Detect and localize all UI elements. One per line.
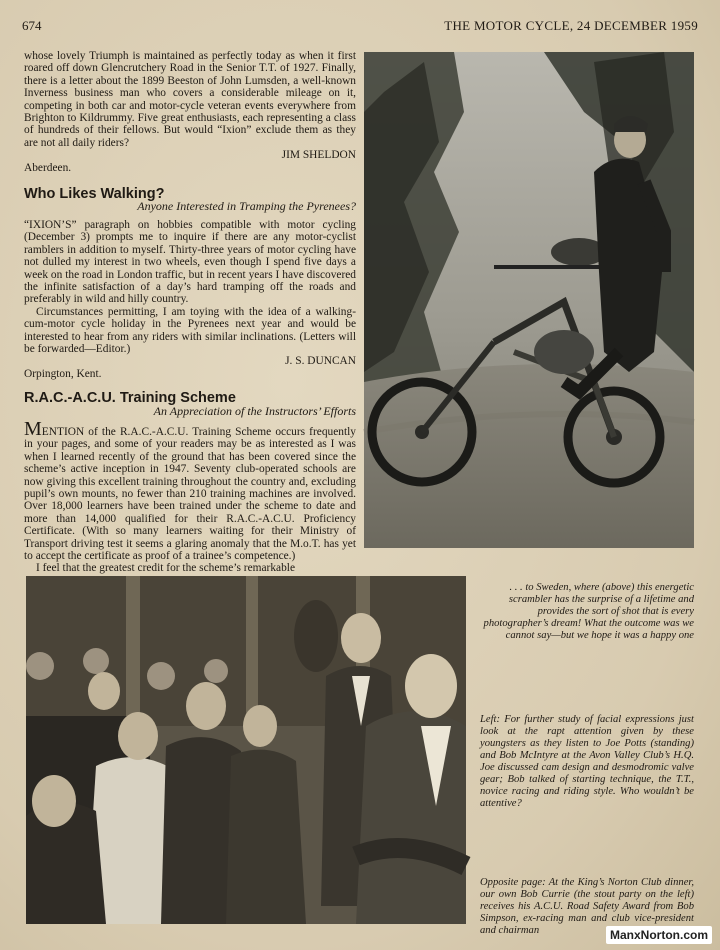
page-header [22,18,698,38]
section-heading: R.A.C.-A.C.U. Training Scheme [24,390,236,407]
running-title: THE MOTOR CYCLE, 24 DECEMBER 1959 [444,18,698,33]
letter-paragraph: Circumstances permitting, I am toying with the idea of a walking-cum-motor cycle holiday in the Pyrenees next year and would be interested to hear from any riders with similar inclinations. (Letters will be forwarded—Editor.) [24,305,356,355]
drop-cap: M [24,417,42,440]
audience-photo-image [26,576,466,924]
caption-scrambler: . . . to Sweden, where (above) this energetic scrambler has the surprise of a lifetime and provides the sort of shot that is every photographer’s dream! What the outcome was we cannot say—but we hope it was a happy one [483,582,694,641]
scrambler-photo-image [364,52,694,548]
letter-location: Orpington, Kent. [24,367,102,380]
letter-signature: J. S. DUNCAN [285,355,356,368]
letter-body: whose lovely Triumph is maintained as perfectly today as when it first roared off down Glencrutchery Road in the Senior T.T. of 1927. Finally, there is a letter about the 1899 Beeston of John Lumsden, a well-known Inverness business man who covers a considerable mileage on it, competing in both car and motor-cycle veteran events everywhere from Brighton to Kildrummy. Five great enthusiasts, each representing a class of hundreds of their fellows. But would “Ixion” exclude them as they are not all daily riders? [24,50,356,149]
watermark: ManxNorton.com [606,926,712,944]
letter-paragraph: “IXION’S” paragraph on hobbies compatible with motor cycling (December 3) prompts me to inquire if there are any motor-cyclist ramblers in addition to myself. Thirty-three years of motor cycling have not dulled my interest in two wheels, even though I spend five days a week on the road in London traffic, but in recent years I have discovered the infinite satisfaction of a day’s hard tramping off the roads and preferably in wild and hilly country. [24,218,356,306]
section-heading: Who Likes Walking? [24,186,165,203]
section-subheading: An Appreciation of the Instructors’ Efforts [153,403,356,418]
section-subheading: Anyone Interested in Tramping the Pyrenees? [137,199,356,214]
audience-photo [26,576,466,924]
caption-left: Left: For further study of facial expressions just look at the rapt attention given by these youngsters as they listen to Joe Potts (standing) and Bob McIntyre at the Avon Valley Club’s H.Q. Joe discussed cam design and desmodromic valve gear; Bob talked of starting technique, the T.T., novice racing and riding style. Who wouldn’t be attentive? [480,714,694,809]
letter-paragraph: I feel that the greatest credit for the scheme’s remarkable [36,562,296,575]
letters-column [24,50,356,575]
caption-opposite-page: Opposite page: At the King’s Norton Club dinner, our own Bob Currie (the stout party on the left) receives his A.C.U. Road Safety Award from Bob Simpson, ex-racing man and club vice-president and chairman [480,877,694,936]
scrambler-photo [364,52,694,548]
letter-paragraph: MENTION of the R.A.C.-A.C.U. Training Scheme occurs frequently in your pages, and some of your readers may be as interested as I was when I learned recently of the ground that has been covered since the scheme’s active inception in 1947. Seventy club-operated schools are now giving this excellent training throughout the country and, excluding pupil’s own mounts, no fewer than 210 training machines are involved. Over 18,000 learners have been trained under the scheme to date and more than 14,000 qualified for their R.A.C.-A.C.U. Proficiency Certificate. (With so many learners waiting for their Ministry of Transport driving test it seems a glaring anomaly that the M.o.T. has yet to accept the certificate as proof of a trainee’s competence.) [24,417,356,563]
letter-signature: JIM SHELDON [281,149,356,162]
page-number: 674 [22,18,42,33]
letter-location: Aberdeen. [24,161,72,174]
